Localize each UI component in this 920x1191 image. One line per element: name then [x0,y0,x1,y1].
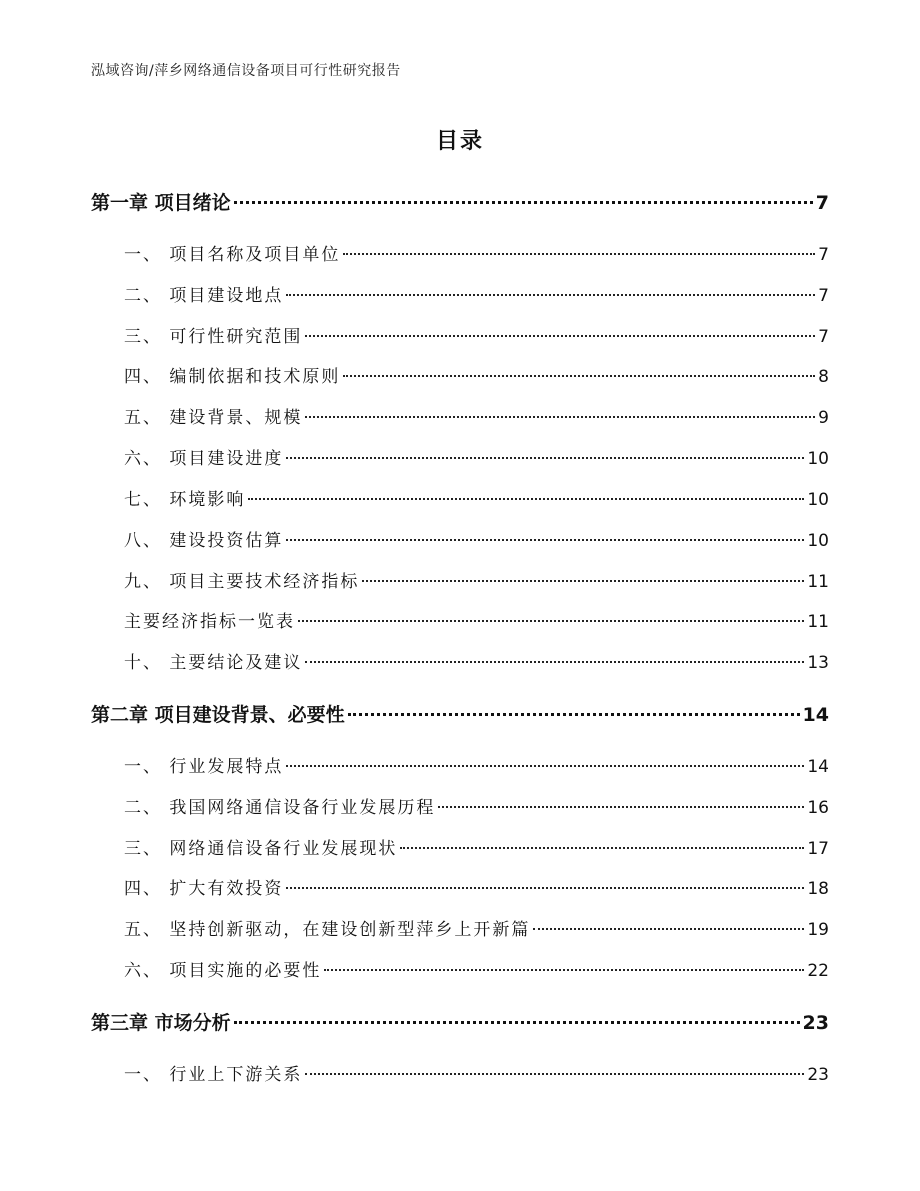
dot-leader [305,335,815,337]
toc-entry-page: 19 [807,920,829,940]
toc-entry-page: 13 [807,653,829,673]
toc-entry-label: 主要经济指标一览表 [124,612,295,632]
toc-entry-page: 10 [807,531,829,551]
dot-leader [298,620,804,622]
toc-entry-label: 第一章 项目绪论 [91,192,231,214]
toc-section[interactable] [124,322,829,346]
toc-entry-page: 8 [818,367,829,387]
toc-entry-page: 9 [818,408,829,428]
toc-section[interactable] [124,1060,829,1084]
toc-entry-label: 二、 项目建设地点 [124,286,284,306]
dot-leader [286,539,804,541]
toc-entry-label: 五、 坚持创新驱动，在建设创新型萍乡上开新篇 [124,920,531,940]
dot-leader [305,416,815,418]
dot-leader [438,806,804,808]
toc-section[interactable] [124,485,829,509]
toc-entry-page: 14 [807,757,829,777]
toc-section[interactable] [124,526,829,550]
toc-section[interactable] [124,752,829,776]
toc-entry-page: 11 [807,572,829,592]
toc-entry-page: 22 [807,961,829,981]
dot-leader [234,1021,800,1024]
toc-entry-label: 六、 项目实施的必要性 [124,961,322,981]
toc-entry-label: 三、 网络通信设备行业发展现状 [124,839,398,859]
dot-leader [248,498,804,500]
toc-entry-label: 一、 行业上下游关系 [124,1065,303,1085]
toc-section[interactable] [124,874,829,898]
toc-entry-label: 一、 行业发展特点 [124,757,284,777]
dot-leader [286,457,804,459]
toc-section[interactable] [124,915,829,939]
toc-entry-label: 第三章 市场分析 [91,1012,231,1034]
dot-leader [533,928,804,930]
toc-entry-page: 14 [802,704,829,726]
toc-entry-page: 10 [807,490,829,510]
toc-entry-page: 10 [807,449,829,469]
toc-chapter-3[interactable] [91,1008,829,1032]
toc-entry-label: 五、 建设背景、规模 [124,408,303,428]
dot-leader [305,1073,804,1075]
toc-entry-label: 四、 编制依据和技术原则 [124,367,341,387]
dot-leader [305,661,804,663]
dot-leader [324,969,804,971]
page-header: 泓域咨询/萍乡网络通信设备项目可行性研究报告 [91,63,401,79]
page-title: 目录 [435,129,484,154]
dot-leader [343,375,815,377]
toc-entry-page: 23 [802,1012,829,1034]
toc-entry-label: 六、 项目建设进度 [124,449,284,469]
toc-entry-page: 7 [815,192,829,214]
toc-section[interactable] [124,362,829,386]
toc-entry-page: 18 [807,879,829,899]
toc-section[interactable] [124,793,829,817]
toc-section[interactable] [124,444,829,468]
toc-entry-label: 二、 我国网络通信设备行业发展历程 [124,798,436,818]
toc-entry-page: 7 [818,245,829,265]
toc-entry-label: 十、 主要结论及建议 [124,653,303,673]
toc-entry-page: 7 [818,286,829,306]
toc-entry-label: 七、 环境影响 [124,490,246,510]
toc-entry-label: 九、 项目主要技术经济指标 [124,572,360,592]
toc-entry-label: 四、 扩大有效投资 [124,879,284,899]
toc-entry-label: 第二章 项目建设背景、必要性 [91,704,345,726]
dot-leader [234,201,813,204]
dot-leader [400,847,804,849]
toc-entry-label: 一、 项目名称及项目单位 [124,245,341,265]
dot-leader [286,887,804,889]
toc-entry-page: 23 [807,1065,829,1085]
toc-chapter-2[interactable] [91,700,829,724]
toc-entry-page: 17 [807,839,829,859]
toc-entry-page: 11 [807,612,829,632]
dot-leader [343,253,815,255]
dot-leader [362,580,804,582]
toc-entry-label: 八、 建设投资估算 [124,531,284,551]
toc-section[interactable] [124,403,829,427]
toc-section[interactable] [124,834,829,858]
toc-section[interactable] [124,567,829,591]
dot-leader [286,294,815,296]
toc-section[interactable] [124,240,829,264]
dot-leader [286,765,804,767]
toc-section[interactable] [124,648,829,672]
toc-entry-page: 16 [807,798,829,818]
toc-entry-page: 7 [818,327,829,347]
toc-section[interactable] [124,281,829,305]
toc-chapter-1[interactable] [91,188,829,212]
dot-leader [348,713,800,716]
toc-section[interactable] [124,607,829,631]
toc-entry-label: 三、 可行性研究范围 [124,327,303,347]
toc-section[interactable] [124,956,829,980]
